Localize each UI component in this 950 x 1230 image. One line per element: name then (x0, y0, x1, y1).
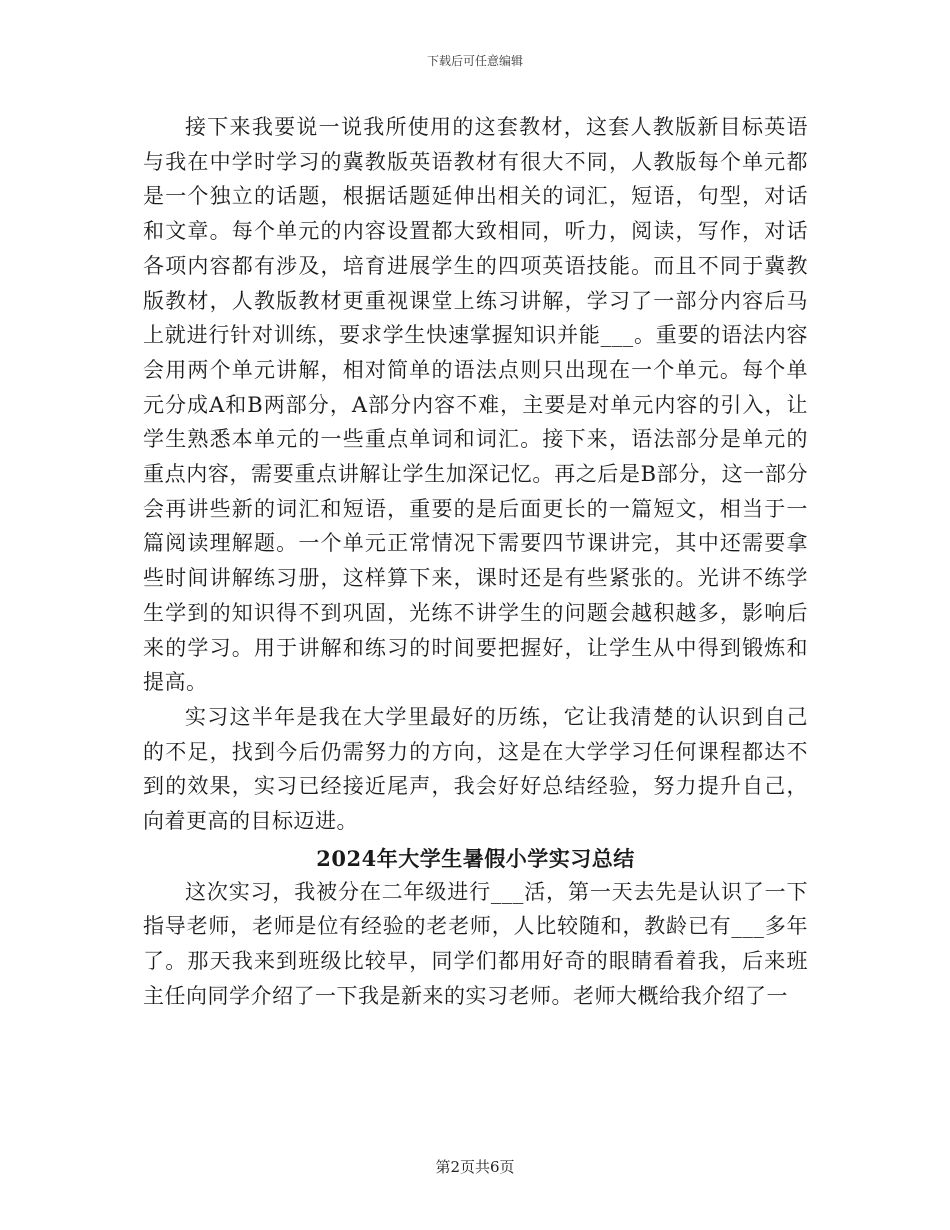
section-title: 2024年大学生暑假小学实习总结 (316, 845, 635, 871)
paragraph-textbook: 接下来我要说一说我所使用的这套教材，这套人教版新目标英语与我在中学时学习的冀教版英语教材有很大不同，人教版每个单元都是一个独立的话题，根据话题延伸出相关的词汇，短语，句型，对话和文章。每个单元的内容设置都大致相同，听力，阅读，写作，对话各项内容都有涉及，培育进展学生的四项英语技能。而且不同于冀教版教材，人教版教材更重视课堂上练习讲解，学习了一部分内容后马上就进行针对训练，要求学生快速掌握知识并能___。重要的语法内容会用两个单元讲解，相对简单的语法点则只出现在一个单元。每个单元分成A和B两部分，A部分内容不难，主要是对单元内容的引入，让学生熟悉本单元的一些重点单词和词汇。接下来，语法部分是单元的重点内容，需要重点讲解让学生加深记忆。再之后是B部分，这一部分会再讲些新的词汇和短语，重要的是后面更长的一篇短文，相当于一篇阅读理解题。一个单元正常情况下需要四节课讲完，其中还需要拿些时间讲解练习册，这样算下来，课时还是有些紧张的。光讲不练学生学到的知识得不到巩固，光练不讲学生的问题会越积越多，影响后来的学习。用于讲解和练习的时间要把握好，让学生从中得到锻炼和提高。 (143, 115, 808, 695)
page-header-note: 下载后可任意编辑 (426, 54, 523, 68)
paragraph-internship-reflection: 实习这半年是我在大学里最好的历练，它让我清楚的认识到自己的不足，找到今后仍需努力的方向，这是在大学学习任何课程都达不到的效果，实习已经接近尾声，我会好好总结经验，努力提升自己，向着更高的目标迈进。 (143, 704, 808, 834)
page-number: 第2页共6页 (435, 1158, 515, 1176)
paragraph-summary-intro: 这次实习，我被分在二年级进行___活，第一天去先是认识了一下指导老师，老师是位有经验的老老师，人比较随和，教龄已有___多年了。那天我来到班级比较早，同学们都用好奇的眼睛看着我，后来班主任向同学介绍了一下我是新来的实习老师。老师大概给我介绍了一 (143, 879, 808, 1008)
document-body (143, 110, 808, 1014)
